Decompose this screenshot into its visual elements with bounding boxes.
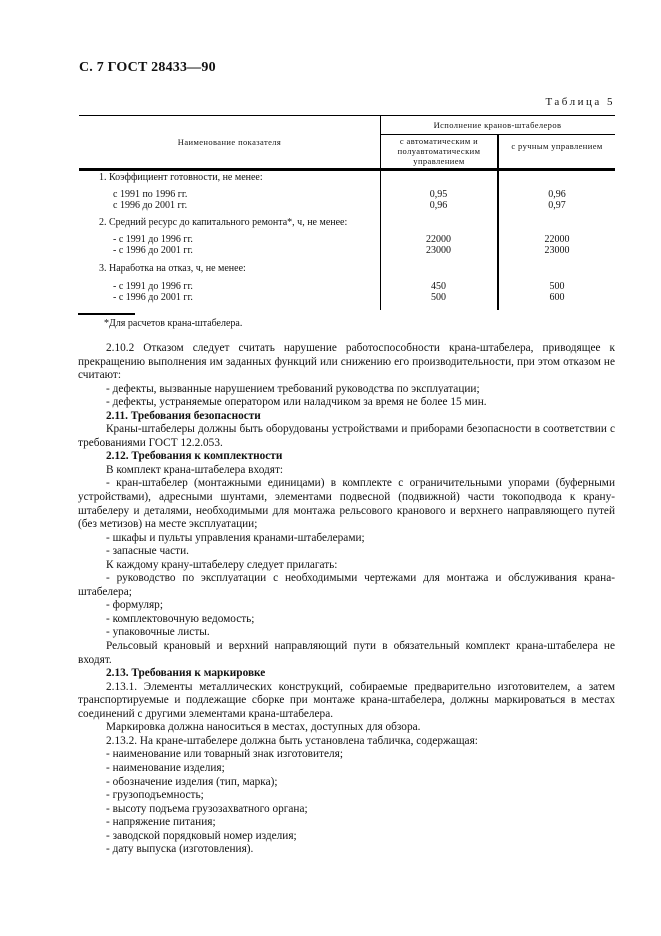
list-item: - наименование изделия; xyxy=(106,761,225,774)
header-manual-control: с ручным управлением xyxy=(511,141,603,151)
list-item: - высоту подъема грузозахватного органа; xyxy=(106,802,308,815)
row-auto-value: 0,95 xyxy=(429,189,448,200)
row-auto-value: 0,96 xyxy=(429,200,448,211)
paragraph-2-13-1b: Маркировка должна наноситься в местах, доступных для обзора. xyxy=(106,721,421,734)
row-name: 3. Наработка на отказ, ч, не менее: xyxy=(99,263,246,274)
list-item: - формуляр; xyxy=(106,599,163,612)
row-name: - с 1991 до 1996 гг. xyxy=(113,234,193,245)
row-name: - с 1996 до 2001 гг. xyxy=(113,245,193,256)
list-item: - дефекты, устраняемые оператором или наладчиком за время не более 15 мин. xyxy=(106,396,487,409)
paragraph-2-12-rails: Рельсовый крановый и верхний направляющий пути в обязательный комплект крана-штабелера не входят. xyxy=(78,640,615,666)
row-name: 2. Средний ресурс до капитального ремонта*, ч, не менее: xyxy=(99,217,348,228)
footnote-rule xyxy=(78,313,135,315)
list-item: - дату выпуска (изготовления). xyxy=(106,843,254,856)
row-name: - с 1996 до 2001 гг. xyxy=(113,292,193,303)
row-auto-value: 500 xyxy=(431,292,446,303)
table-top-rule xyxy=(79,115,615,116)
row-manual-value: 500 xyxy=(549,281,565,292)
header-automatic-control: с автоматическим и полуавтоматическим управлением xyxy=(397,136,481,166)
list-item: - обозначение изделия (тип, марка); xyxy=(106,775,278,788)
header-crane-version: Исполнение кранов-штабелеров xyxy=(433,120,562,130)
table-header-rule xyxy=(79,168,615,171)
row-manual-value: 600 xyxy=(549,292,565,303)
paragraph-2-10-2: 2.10.2 Отказом следует считать нарушение работоспособности крана-штабелера, приводящее к прекращению выполнения им заданных функций или снижению его производительности, при этом отказом не считают: xyxy=(78,342,615,382)
list-item: - дефекты, вызванные нарушением требований руководства по эксплуатации; xyxy=(106,382,480,395)
paragraph-2-11: Краны-штабелеры должны быть оборудованы устройствами и приборами безопасности в соответствии с требованиями ГОСТ 12.2.053. xyxy=(78,423,615,449)
list-item: - шкафы и пульты управления кранами-штабелерами; xyxy=(106,531,365,544)
page-header: С. 7 ГОСТ 28433—90 xyxy=(79,60,216,75)
row-auto-value: 23000 xyxy=(426,245,451,256)
list-item: - грузоподъемность; xyxy=(106,789,204,802)
row-name: с 1991 по 1996 гг. xyxy=(113,189,188,200)
row-name: - с 1991 до 1996 гг. xyxy=(113,281,193,292)
row-manual-value: 22000 xyxy=(544,234,570,245)
list-item: - руководство по эксплуатации с необходимыми чертежами для монтажа и обслуживания крана-штабелера; xyxy=(78,572,615,598)
list-item: - наименование или товарный знак изготовителя; xyxy=(106,748,343,761)
paragraph-2-12-attach: К каждому крану-штабелеру следует прилагать: xyxy=(106,558,338,571)
heading-2-13: 2.13. Требования к маркировке xyxy=(106,667,266,680)
heading-2-11: 2.11. Требования безопасности xyxy=(106,409,261,422)
table-subheader-rule xyxy=(380,134,615,135)
row-auto-value: 22000 xyxy=(426,234,451,245)
row-manual-value: 23000 xyxy=(544,245,570,256)
header-indicator-name: Наименование показателя xyxy=(177,137,282,147)
table-footnote: *Для расчетов крана-штабелера. xyxy=(104,318,243,329)
list-item: - запасные части. xyxy=(106,545,189,558)
row-manual-value: 0,97 xyxy=(548,200,566,211)
table-caption: Таблица 5 xyxy=(545,96,615,108)
paragraph-2-12-intro: В комплект крана-штабелера входят: xyxy=(106,463,284,476)
list-item: - напряжение питания; xyxy=(106,816,216,829)
row-auto-value: 450 xyxy=(431,281,446,292)
document-body xyxy=(78,342,615,857)
row-name: с 1996 до 2001 гг. xyxy=(113,200,188,211)
heading-2-12: 2.12. Требования к комплектности xyxy=(106,450,283,463)
row-name: 1. Коэффициент готовности, не менее: xyxy=(99,172,263,183)
list-item: - кран-штабелер (монтажными единицами) в комплекте с ограничительными упорами (буферными устройствами), адресными шунтами, элементами подвесной (подвижной) части токоподвода к крану-штабелеру и деталями, необходимыми для монтажа рельсового кранового и верхнего направляющего путей (без метизов) на месте эксплуатации; xyxy=(78,477,615,531)
row-manual-value: 0,96 xyxy=(548,189,566,200)
paragraph-2-13-1: 2.13.1. Элементы металлических конструкций, собираемые предварительно изготовителем, а затем транспортируемые и подлежащие сборке при монтаже крана-штабелера, должны маркироваться в местах соединений с другими элементами крана-штабелера. xyxy=(78,680,615,720)
paragraph-2-13-2: 2.13.2. На кране-штабелере должна быть установлена табличка, содержащая: xyxy=(106,734,478,747)
list-item: - заводской порядковый номер изделия; xyxy=(106,829,297,842)
list-item: - упаковочные листы. xyxy=(106,626,210,639)
list-item: - комплектовочную ведомость; xyxy=(106,612,255,625)
